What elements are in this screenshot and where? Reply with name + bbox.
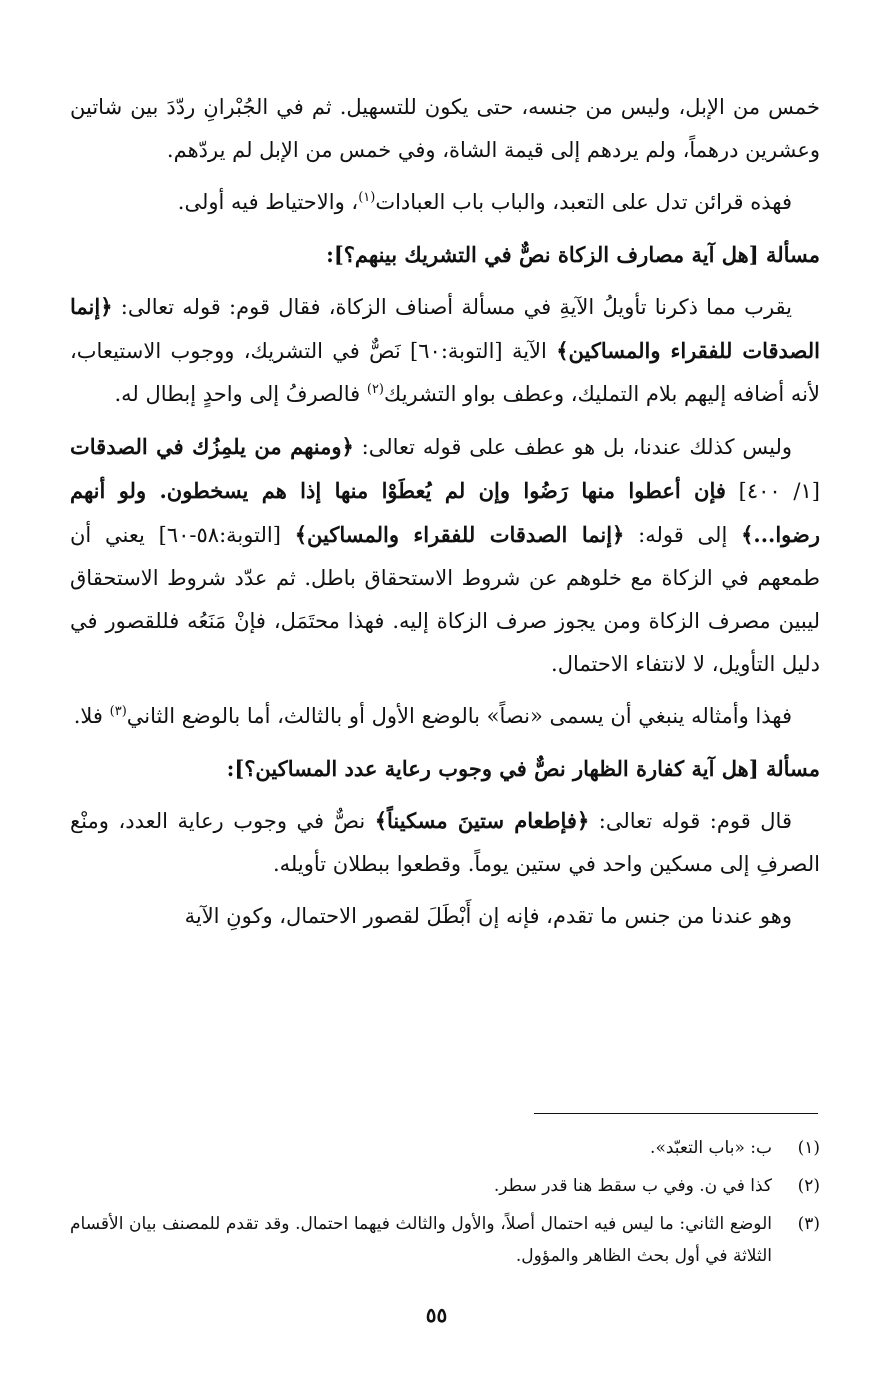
paragraph-3-text-a: يقرب مما ذكرنا تأويلُ الآيةِ في مسألة أصناف الزكاة، فقال قوم: قوله تعالى:: [112, 295, 792, 319]
footnote-item: [70, 1132, 820, 1164]
paragraph-1: خمس من الإبل، وليس من جنسه، حتى يكون للتسهيل. ثم في الجُبْرانِ ردّدَ بين شاتين وعشرين درهماً، ولم يردهم إلى قيمة الشاة، وفي خمس من الإبل لم يردّهم.: [70, 95, 820, 162]
paragraph-2: [70, 181, 820, 224]
paragraph-7: وهو عندنا من جنس ما تقدم، فإنه إن أَبْطَلَ لقصور الاحتمال، وكونِ الآية: [184, 904, 792, 928]
footnote-divider: [534, 1113, 818, 1114]
footnote-ref-1[interactable]: (١): [358, 190, 376, 205]
footnote-text: ب: «باب التعبّد».: [650, 1138, 772, 1158]
page-number: ٥٥: [425, 1303, 448, 1327]
quran-quote: ﴿إنما الصدقات للفقراء والمساكين﴾: [70, 294, 820, 363]
footnote-ref-2[interactable]: (٢): [366, 382, 384, 397]
footnote-text: الوضع الثاني: ما ليس فيه احتمال أصلاً، والأول والثالث فيهما احتمال. وقد تقدم للمصنف بيان الأقسام الثلاثة في أول بحث الظاهر والمؤول.: [70, 1214, 772, 1266]
footnotes: [70, 1132, 820, 1278]
paragraph-5-text-b: فلا.: [73, 704, 110, 728]
paragraph-3: [70, 285, 820, 416]
paragraph-4-text-c: [التوبة:٥٨-٦٠] يعني أن طمعهم في الزكاة مع خلوهم عن شروط الاستحقاق باطل. ثم عدّد شروط الاستحقاق ليبين مصرف الزكاة ومن يجوز صرف الزكاة إليه. فهذا محتَمَل، فإنْ مَنَعُه فللقصور في دليل التأويل، لا لانتفاء الاحتمال.: [70, 523, 820, 676]
paragraph-2-text-a: فهذه قرائن تدل على التعبد، والباب باب العبادات: [375, 190, 792, 214]
footnote-text: كذا في ن. وفي ب سقط هنا قدر سطر.: [493, 1176, 772, 1196]
paragraph-4-text-a: وليس كذلك عندنا، بل هو عطف على قوله تعالى:: [353, 435, 792, 459]
quran-quote: ﴿إنما الصدقات للفقراء والمساكين﴾: [294, 522, 625, 547]
quran-quote: ﴿فإطعام ستينَ مسكيناً﴾: [374, 808, 590, 833]
paragraph-2-text-b: ، والاحتياط فيه أولى.: [177, 190, 359, 214]
paragraph-3-text-b: الآية [التوبة:٦٠] نَصٌّ في التشريك، ووجوب الاستيعاب، لأنه أضافه إليهم بلام التمليك، وعطف بواو التشريك: [70, 339, 820, 406]
section-heading-zihar: مسألة [هل آية كفارة الظهار نصٌّ في وجوب رعاية عدد المساكين؟]:: [226, 756, 820, 781]
section-heading-zakat: مسألة [هل آية مصارف الزكاة نصٌّ في التشريك بينهم؟]:: [326, 242, 820, 267]
paragraph-4-text-b: إلى قوله:: [624, 523, 742, 547]
footnote-number: (٣): [797, 1214, 820, 1234]
quran-quote: ﴿ومنهم من يلمِزُك في الصدقات: [70, 434, 354, 459]
paragraph-6-text-b: نصٌّ في وجوب رعاية العدد، ومنْع الصرفِ إلى مسكين واحد في ستين يوماً. وقطعوا ببطلان تأويله.: [70, 809, 820, 876]
quran-quote: فإن أعطوا منها رَضُوا وإن لم يُعطَوْا منها إذا هم يسخطون. ولو أنهم رضوا...﴾: [70, 478, 820, 547]
footnote-number: (٢): [797, 1176, 820, 1196]
footnote-ref-3[interactable]: (٣): [109, 704, 127, 719]
paragraph-5-text-a: فهذا وأمثاله ينبغي أن يسمى «نصاً» بالوضع الأول أو بالثالث، أما بالوضع الثاني: [126, 704, 792, 728]
paragraph-6: [70, 799, 820, 886]
paragraph-5: [70, 695, 820, 738]
paragraph-6-text-a: قال قوم: قوله تعالى:: [589, 809, 792, 833]
page-reference: [١/ ٤٠٠]: [725, 479, 820, 503]
paragraph-4: [70, 425, 820, 686]
paragraph-3-text-c: فالصرفُ إلى واحدٍ إبطال له.: [114, 382, 367, 406]
footnote-number: (١): [797, 1138, 820, 1158]
main-text: [70, 86, 820, 947]
footnote-item: [70, 1170, 820, 1202]
footnote-item: [70, 1208, 820, 1272]
